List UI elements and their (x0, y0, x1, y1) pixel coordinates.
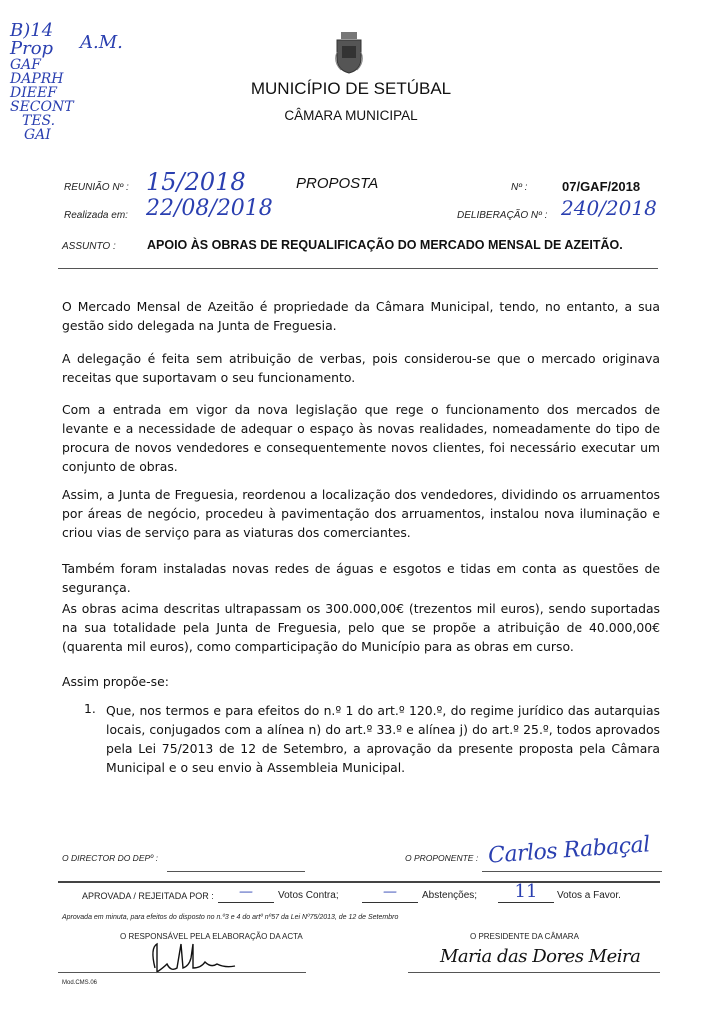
votes-against-label: Votos Contra; (278, 890, 339, 901)
deliberation-number: 240/2018 (561, 196, 657, 220)
president-signature: Maria das Dores Meira (440, 946, 641, 967)
annotation: DAPRH (10, 71, 64, 87)
chamber-subtitle: CÂMARA MUNICIPAL (284, 108, 418, 123)
votes-against: — (218, 884, 274, 903)
subject: APOIO ÀS OBRAS DE REQUALIFICAÇÃO DO MERCADO MENSAL DE AZEITÃO. (147, 238, 623, 252)
divider (58, 881, 660, 883)
meeting-number: 15/2018 (146, 168, 246, 196)
annotation: TES. (22, 113, 56, 129)
paragraph: A delegação é feita sem atribuição de verbas, pois considerou-se que o mercado originava receitas que suportavam o seu funcionamento. (62, 351, 660, 385)
annotation: DIEEF (10, 85, 57, 101)
municipality-title: MUNICÍPIO DE SETÚBAL (250, 79, 452, 98)
paragraph: Assim propõe-se: (62, 674, 169, 689)
minutes-note: Aprovada em minuta, para efeitos do disposto no n.º3 e 4 do artº nº57 da Lei Nº75/2013, de 12 de Setembro (62, 914, 399, 921)
annotation: A.M. (80, 32, 123, 53)
abstentions-label: Abstenções; (422, 890, 478, 901)
votes-for: 11 (498, 881, 554, 903)
paragraph: O Mercado Mensal de Azeitão é propriedade da Câmara Municipal, tendo, no entanto, a sua gestão sido delegada na Junta de Freguesia. (62, 299, 660, 333)
paragraph: As obras acima descritas ultrapassam os 300.000,00€ (trezentos mil euros), sendo suportadas na sua totalidade pela Junta de Freguesia, pelo que se propõe a atribuição de 40.000,00€ (quarenta mil euros), como comparticipação do Município para as obras em curso. (62, 601, 660, 654)
proponent-label: O PROPONENTE : (405, 853, 479, 863)
president-label: O PRESIDENTE DA CÂMARA (470, 932, 579, 941)
meeting-label: REUNIÃO Nº : (64, 182, 129, 193)
votes-for-label: Votos a Favor. (557, 890, 621, 901)
director-signature-line (167, 871, 305, 872)
meeting-date: 22/08/2018 (146, 196, 273, 221)
list-number: 1. (84, 701, 96, 716)
abstentions: — (362, 884, 418, 903)
divider (58, 268, 658, 269)
list-item: Que, nos termos e para efeitos do n.º 1 do art.º 120.º, do regime jurídico das autarquias locais, conjugados com a alínea n) do art.º 33.º e alínea j) do art.º 25.º, todos aprovados pela Lei 75/2013 de 12 de Setembro, a aprovação da presente proposta pela Câmara Municipal e o seu envio à Assembleia Municipal. (106, 703, 660, 775)
director-label: O DIRECTOR DO DEPº : (62, 853, 158, 863)
minutes-responsible-label: O RESPONSÁVEL PELA ELABORAÇÃO DA ACTA (120, 932, 303, 941)
annotation: Prop (10, 38, 54, 59)
proposal-number: 07/GAF/2018 (562, 179, 641, 194)
annotation: GAF (10, 57, 42, 73)
coat-of-arms-icon (333, 32, 365, 74)
annotation: SECONT (10, 99, 74, 115)
paragraph: Também foram instaladas novas redes de águas e esgotos e tidas em conta as questões de segurança. (62, 561, 660, 595)
approval-label: APROVADA / REJEITADA POR : (82, 891, 214, 901)
proponent-signature: Carlos Rabaçal (487, 832, 651, 869)
paragraph: Assim, a Junta de Freguesia, reordenou a localização dos vendedores, dividindo os arruamentos por áreas de negócio, procedeu à pavimentação dos arruamentos, instalou nova iluminação e criou vias de serviço para as viaturas dos comerciantes. (62, 487, 660, 540)
form-code: Mod.CMS.06 (62, 980, 98, 986)
annotation: B)14 (10, 20, 54, 41)
number-label: Nº : (511, 182, 528, 193)
document-type: PROPOSTA (296, 175, 379, 192)
held-on-label: Realizada em: (64, 210, 128, 221)
responsible-signature-line (58, 972, 306, 973)
president-signature-line (408, 972, 660, 973)
proponent-signature-line (482, 871, 662, 872)
paragraph: Com a entrada em vigor da nova legislação que rege o funcionamento dos mercados de levante e a necessidade de adequar o espaço às novas realidades, nomeadamente do tipo de procura de novos vendedores e consequentemente novos clientes, foi necessário executar um conjunto de obras. (62, 402, 660, 474)
annotation: GAI (24, 127, 51, 143)
subject-label: ASSUNTO : (62, 241, 116, 252)
deliberation-label: DELIBERAÇÃO Nº : (457, 210, 548, 221)
